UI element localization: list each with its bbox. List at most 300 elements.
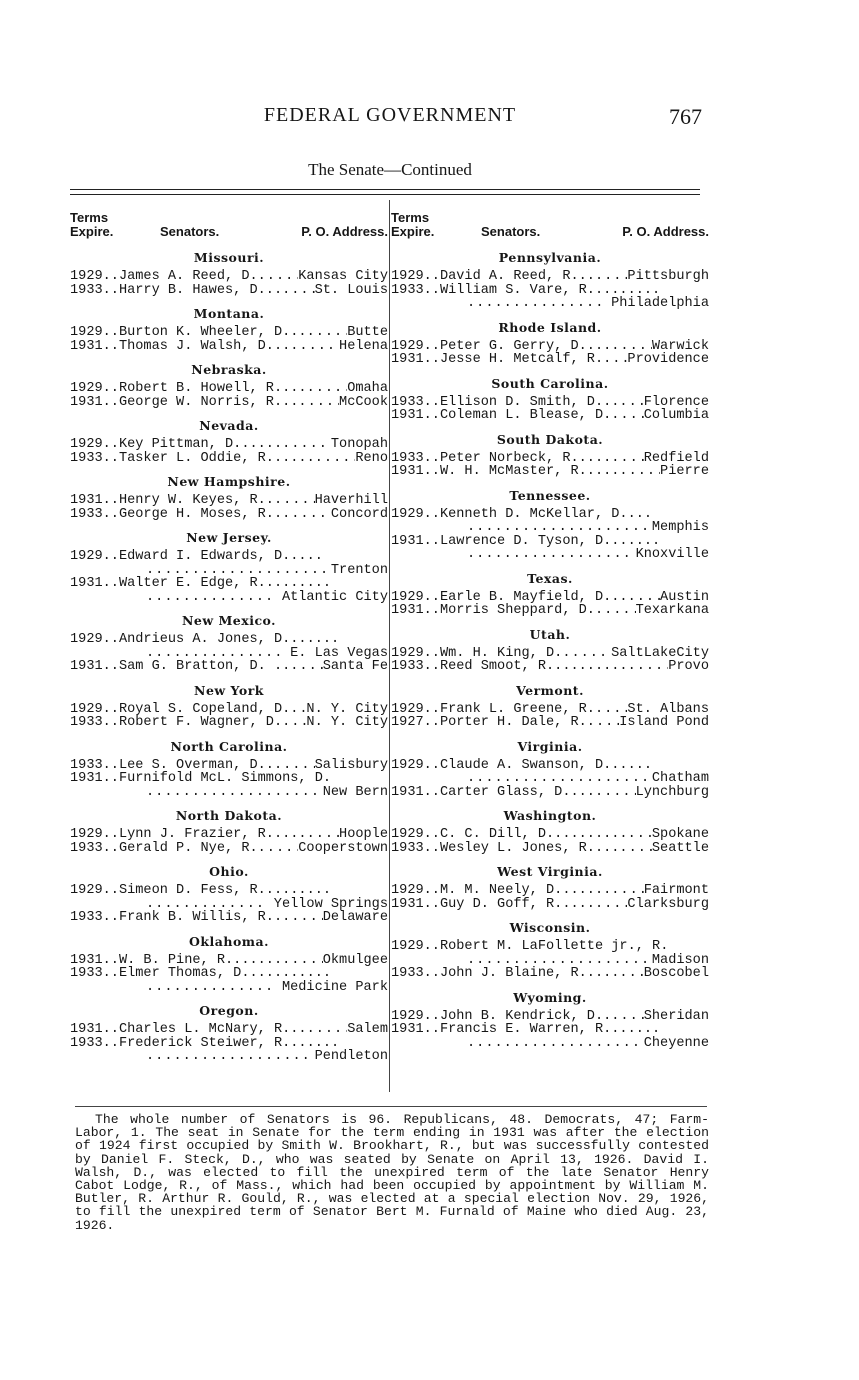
senator-name: Burton K. Wheeler, D... <box>118 325 307 340</box>
address-continuation <box>391 954 709 968</box>
po-address: Columbia <box>643 408 709 423</box>
term-expire: 1933.. <box>70 506 119 522</box>
state-heading: Wisconsin. <box>509 920 591 935</box>
left-column <box>70 211 388 1064</box>
senator-name: Royal S. Copeland, D. <box>118 701 291 717</box>
senator-row <box>70 284 388 298</box>
term-expire: 1933.. <box>70 282 119 298</box>
dot-leader <box>282 954 323 968</box>
dot-leader <box>562 647 611 661</box>
senator-name: Simeon D. Fess, R......... <box>118 883 332 898</box>
address-continuation <box>70 564 388 578</box>
senator-row <box>391 284 709 298</box>
term-expire: 1931.. <box>391 533 440 549</box>
state-heading: Texas. <box>527 570 573 586</box>
top-rule-double <box>70 194 700 195</box>
address-continuation <box>70 647 388 661</box>
senator-name: Peter G. Gerry, D.... <box>439 338 612 354</box>
po-address: Hoople <box>339 827 388 842</box>
senator-row <box>70 452 388 466</box>
term-expire: 1929.. <box>70 437 119 452</box>
senator-name: W. B. Pine, R....... <box>118 952 283 968</box>
dot-leader <box>274 494 315 508</box>
term-expire: 1931.. <box>70 493 119 508</box>
po-address: Austin <box>660 589 709 605</box>
po-address: Philadelphia <box>611 296 709 311</box>
state-block <box>70 251 388 297</box>
state-block <box>391 865 709 911</box>
senator-row <box>391 591 709 605</box>
state-block <box>70 363 388 409</box>
po-address: Madison <box>651 952 709 968</box>
term-expire: 1931.. <box>391 784 440 800</box>
senator-row <box>391 353 709 367</box>
term-expire: 1929.. <box>391 827 440 842</box>
dot-leader <box>146 647 284 661</box>
dot-leader <box>467 297 605 311</box>
senator-row <box>391 967 709 981</box>
header-expire: Expire. <box>391 224 435 239</box>
state-heading: New Jersey. <box>186 530 272 545</box>
dot-leader <box>307 1023 348 1037</box>
senator-row <box>391 828 709 842</box>
term-expire: 1929.. <box>391 1008 440 1024</box>
senator-row <box>391 703 709 717</box>
po-address: Helena <box>339 338 388 354</box>
po-address: Cooperstown <box>298 840 388 856</box>
left-column-body <box>70 251 388 1064</box>
po-address: Trenton <box>330 562 388 578</box>
state-heading: Utah. <box>529 626 571 642</box>
term-expire: 1929.. <box>70 827 119 842</box>
term-expire: 1933.. <box>391 966 440 981</box>
senator-row <box>70 577 388 591</box>
dot-leader <box>467 772 646 786</box>
dot-leader <box>603 353 627 367</box>
state-block <box>70 1004 388 1064</box>
senator-name: Sam G. Bratton, D. .. <box>118 659 291 674</box>
senator-name: Lee S. Overman, D.. <box>118 757 274 773</box>
senator-name: John J. Blaine, R..... <box>439 966 620 981</box>
po-address: Tonopah <box>330 437 388 452</box>
state-block <box>391 684 709 730</box>
senator-row <box>70 1037 388 1051</box>
senator-row <box>391 1023 709 1037</box>
senator-row <box>70 660 388 674</box>
po-address: New Bern <box>322 784 388 800</box>
state-block <box>391 572 709 618</box>
po-address: Clarksburg <box>627 896 709 912</box>
section-title: The Senate—Continued <box>308 160 472 179</box>
term-expire: 1929.. <box>70 701 119 717</box>
po-address: Fairmont <box>643 883 709 898</box>
senator-row <box>391 898 709 912</box>
po-address: Knoxville <box>635 547 709 562</box>
senator-name: George W. Norris, R... <box>118 394 299 410</box>
senator-row <box>70 954 388 968</box>
dot-leader <box>307 382 348 396</box>
dot-leader <box>258 842 299 856</box>
senator-name: Carter Glass, D.... <box>439 784 595 800</box>
dot-leader <box>146 898 268 912</box>
po-address: Memphis <box>651 520 709 535</box>
term-expire: 1931.. <box>391 352 440 367</box>
dot-leader <box>282 438 331 452</box>
address-continuation <box>391 772 709 786</box>
term-expire: 1931.. <box>70 1022 119 1037</box>
term-expire: 1931.. <box>70 771 119 786</box>
senator-row <box>391 340 709 354</box>
dot-leader <box>290 340 339 354</box>
term-expire: 1931.. <box>70 338 119 354</box>
dot-leader <box>467 548 630 562</box>
senator-name: David A. Reed, R... <box>439 269 595 284</box>
dot-leader <box>146 1050 309 1064</box>
po-address: McCook <box>339 394 388 410</box>
po-address: Lynchburg <box>635 784 709 800</box>
senator-row <box>391 396 709 410</box>
senator-name: Ellison D. Smith, D... <box>439 394 620 410</box>
state-heading: Oregon. <box>199 1003 259 1018</box>
right-column-header <box>391 211 709 241</box>
state-heading: South Dakota. <box>496 431 604 447</box>
term-expire: 1929.. <box>70 883 119 898</box>
state-heading: North Dakota. <box>175 808 283 823</box>
senator-row <box>70 396 388 410</box>
senator-row <box>391 884 709 898</box>
po-address: Haverhill <box>314 493 388 508</box>
senator-row <box>70 842 388 856</box>
dot-leader <box>587 716 619 730</box>
po-address: Providence <box>627 352 709 367</box>
dot-leader <box>258 270 299 284</box>
senator-row <box>391 1010 709 1024</box>
state-heading: Virginia. <box>517 738 583 754</box>
senator-name: Thomas J. Walsh, D... <box>118 338 291 354</box>
term-expire: 1931.. <box>391 1022 440 1037</box>
senator-name: Robert F. Wagner, D. <box>118 715 283 730</box>
senator-row <box>391 940 709 954</box>
senator-name: Furnifold McL. Simmons, D. <box>118 771 332 786</box>
state-heading: Missouri. <box>193 250 265 265</box>
term-expire: 1929.. <box>391 645 440 661</box>
header-senators: Senators. <box>160 224 220 239</box>
senator-name: Frank B. Willis, R.. <box>118 910 283 925</box>
state-heading: West Virginia. <box>497 864 603 879</box>
senator-name: Coleman L. Blease, D. <box>439 408 612 423</box>
top-rule <box>70 189 700 190</box>
senator-name: Henry W. Keyes, R.. <box>118 493 274 508</box>
term-expire: 1933.. <box>391 450 440 466</box>
dot-leader <box>619 842 651 856</box>
po-address: Island Pond <box>619 715 709 730</box>
state-block <box>391 433 709 479</box>
senator-name: Kenneth D. McKellar, D.... <box>439 506 653 522</box>
senator-row <box>70 438 388 452</box>
senator-name: Francis E. Warren, R....... <box>439 1022 661 1037</box>
senator-row <box>391 660 709 674</box>
address-continuation <box>391 548 709 562</box>
state-block <box>391 809 709 855</box>
state-heading: Pennsylvania. <box>498 250 602 265</box>
senator-name: C. C. Dill, D.......... <box>439 827 628 842</box>
state-heading: Nevada. <box>199 418 259 433</box>
term-expire: 1931.. <box>391 603 440 618</box>
state-block <box>70 684 388 730</box>
state-block <box>391 740 709 800</box>
header-address: P. O. Address. <box>301 224 388 239</box>
column-divider <box>389 200 390 1092</box>
dot-leader <box>619 967 643 981</box>
term-expire: 1933.. <box>391 394 440 410</box>
senator-row <box>70 884 388 898</box>
dot-leader <box>146 564 325 578</box>
senator-row <box>70 326 388 340</box>
po-address: SaltLakeCity <box>611 645 709 661</box>
senator-row <box>70 508 388 522</box>
senator-name: Guy D. Goff, R..... <box>439 896 595 912</box>
term-expire: 1931.. <box>70 394 119 410</box>
senator-name: W. H. McMaster, R..... <box>439 464 620 479</box>
term-expire: 1933.. <box>70 1035 119 1051</box>
senator-row <box>391 604 709 618</box>
senator-name: Lynn J. Frazier, R..... <box>118 827 307 842</box>
po-address: Salisbury <box>314 757 388 773</box>
term-expire: 1929.. <box>70 269 119 284</box>
senator-name: Frank L. Greene, R. <box>439 701 595 717</box>
senator-row <box>391 647 709 661</box>
term-expire: 1933.. <box>70 966 119 981</box>
state-block <box>70 475 388 521</box>
senator-name: George H. Moses, R.. <box>118 506 283 522</box>
dot-leader <box>628 828 652 842</box>
state-heading: Wyoming. <box>513 989 587 1005</box>
senator-row <box>70 633 388 647</box>
senator-row <box>391 508 709 522</box>
page-number: 767 <box>669 104 702 129</box>
dot-leader <box>307 828 339 842</box>
right-column-body <box>391 251 709 1050</box>
dot-leader <box>611 1010 643 1024</box>
term-expire: 1929.. <box>391 269 440 284</box>
term-expire: 1931.. <box>70 576 119 591</box>
senator-row <box>70 340 388 354</box>
right-column <box>391 211 709 1050</box>
dot-leader <box>628 591 660 605</box>
dot-leader <box>595 703 627 717</box>
senator-name: M. M. Neely, D....... <box>439 883 612 898</box>
po-address: Sheridan <box>643 1008 709 1024</box>
address-continuation <box>391 1037 709 1051</box>
term-expire: 1929.. <box>70 632 119 647</box>
term-expire: 1931.. <box>391 896 440 912</box>
state-heading: Tennessee. <box>509 487 591 503</box>
dot-leader <box>611 884 643 898</box>
term-expire: 1931.. <box>391 408 440 423</box>
senator-name: Porter H. Dale, R. <box>439 715 587 730</box>
senator-name: William S. Vare, R......... <box>439 282 661 298</box>
senator-row <box>70 967 388 981</box>
po-address: N. Y. City <box>306 715 388 730</box>
senator-name: Lawrence D. Tyson, D....... <box>439 533 661 549</box>
header-terms: Terms <box>391 210 430 225</box>
senator-name: Andrieus A. Jones, D....... <box>118 632 340 647</box>
po-address: Florence <box>643 394 709 410</box>
state-heading: New Mexico. <box>181 613 277 628</box>
state-block <box>70 740 388 800</box>
address-continuation <box>391 297 709 311</box>
state-block <box>391 377 709 423</box>
po-address: Delaware <box>322 910 388 925</box>
po-address: Spokane <box>651 827 709 842</box>
po-address: Salem <box>347 1022 388 1037</box>
senator-row <box>70 716 388 730</box>
po-address: Medicine Park <box>281 979 388 995</box>
state-heading: South Carolina. <box>491 375 609 391</box>
running-title: FEDERAL GOVERNMENT <box>263 104 517 126</box>
dot-leader <box>467 1037 638 1051</box>
state-block <box>391 921 709 981</box>
dot-leader <box>467 954 646 968</box>
senator-row <box>70 494 388 508</box>
senator-name: Robert B. Howell, R.... <box>118 381 307 396</box>
address-continuation <box>391 521 709 535</box>
senator-row <box>70 828 388 842</box>
dot-leader <box>595 898 627 912</box>
dot-leader <box>619 465 660 479</box>
footnote: The whole number of Senators is 96. Republicans, 48. Democrats, 47; Farm-Labor, 1. The seat in Senate for the term ending in 1931 was after the election of 1924 first occupied by Smith W. Brookhart, R., but was successfully contested by Daniel F. Steck, D., who was seated by Senate on April 13, 1926. David I. Walsh, D., was elected to fill the unexpired term of the late Senator Henry Cabot Lodge, R., of Mass., which had been occupied by appointment by William M. Butler, R. Arthur R. Gould, R., was elected at a special election Nov. 29, 1926, to fill the unexpired term of Senator Bert M. Furnald of Maine who died Aug. 23, 1926. <box>75 1112 709 1233</box>
footnote-rule <box>75 1106 707 1107</box>
dot-leader <box>282 508 331 522</box>
senator-row <box>391 716 709 730</box>
dot-leader <box>611 340 652 354</box>
senator-name: Wm. H. King, D. <box>439 645 563 661</box>
senator-row <box>391 465 709 479</box>
senator-name: John B. Kendrick, D.. <box>439 1008 612 1024</box>
state-block <box>70 531 388 604</box>
state-block <box>391 251 709 311</box>
senator-row <box>70 550 388 564</box>
state-block <box>70 419 388 465</box>
dot-leader <box>611 452 643 466</box>
dot-leader <box>595 270 627 284</box>
state-heading: Washington. <box>503 808 597 823</box>
dot-leader <box>146 591 276 605</box>
senator-name: Jesse H. Metcalf, R. <box>439 352 604 367</box>
po-address: Cheyenne <box>643 1035 709 1051</box>
state-block <box>391 991 709 1051</box>
po-address: Pendleton <box>314 1049 388 1064</box>
state-heading: North Carolina. <box>170 738 288 754</box>
senator-name: Peter Norbeck, R..... <box>439 450 612 466</box>
dot-leader <box>611 409 643 423</box>
running-head <box>70 104 710 132</box>
term-expire: 1933.. <box>70 715 119 730</box>
senator-row <box>70 703 388 717</box>
term-expire: 1931.. <box>391 464 440 479</box>
term-expire: 1929.. <box>70 325 119 340</box>
senator-row <box>70 270 388 284</box>
state-heading: Oklahoma. <box>188 933 269 949</box>
dot-leader <box>298 396 339 410</box>
senator-name: Harry B. Hawes, D... <box>118 282 283 298</box>
term-expire: 1933.. <box>70 840 119 856</box>
senator-name: Reed Smoot, R.......... <box>439 659 628 674</box>
senator-name: Frederick Steiwer, R....... <box>118 1035 340 1051</box>
senator-row <box>70 1023 388 1037</box>
header-senators: Senators. <box>481 224 541 239</box>
term-expire: 1931.. <box>70 952 119 968</box>
state-block <box>70 865 388 925</box>
po-address: Atlantic City <box>281 589 388 605</box>
dot-leader <box>467 521 646 535</box>
state-block <box>70 809 388 855</box>
po-address: Kansas City <box>298 269 388 284</box>
state-heading: Montana. <box>193 306 265 321</box>
address-continuation <box>70 898 388 912</box>
po-address: St. Louis <box>314 282 388 298</box>
senator-name: Wesley L. Jones, R.... <box>439 840 620 856</box>
header-terms: Terms <box>70 210 109 225</box>
senator-name: Charles L. McNary, R... <box>118 1022 307 1037</box>
senator-row <box>391 842 709 856</box>
senator-name: Morris Sheppard, D. <box>439 603 595 618</box>
term-expire: 1933.. <box>391 282 440 298</box>
term-expire: 1931.. <box>70 659 119 674</box>
dot-leader <box>290 703 306 717</box>
senator-name: Edward I. Edwards, D..... <box>118 549 323 564</box>
dot-leader <box>315 452 356 466</box>
senator-row <box>70 772 388 786</box>
state-heading: New Hampshire. <box>167 474 291 489</box>
senator-name: Walter E. Edge, R......... <box>118 576 332 591</box>
address-continuation <box>70 591 388 605</box>
po-address: Seattle <box>651 840 709 856</box>
term-expire: 1929.. <box>391 701 440 717</box>
po-address: Okmulgee <box>322 952 388 968</box>
state-heading: Ohio. <box>209 864 249 879</box>
dot-leader <box>274 759 315 773</box>
senator-name: Robert M. LaFollette jr., R. <box>439 939 669 954</box>
header-address: P. O. Address. <box>622 224 709 239</box>
term-expire: 1933.. <box>391 840 440 856</box>
dot-leader <box>307 326 348 340</box>
dot-leader <box>146 786 317 800</box>
term-expire: 1929.. <box>70 381 119 396</box>
dot-leader <box>595 604 636 618</box>
po-address: Reno <box>355 450 388 466</box>
term-expire: 1933.. <box>70 757 119 773</box>
po-address: N. Y. City <box>306 701 388 717</box>
senator-row <box>391 452 709 466</box>
senator-name: Key Pittman, D...... <box>118 437 283 452</box>
senator-name: Claude A. Swanson, D...... <box>439 757 653 773</box>
senator-name: Earle B. Mayfield, D... <box>439 589 628 605</box>
senator-row <box>391 409 709 423</box>
term-expire: 1929.. <box>391 589 440 605</box>
term-expire: 1929.. <box>391 506 440 522</box>
term-expire: 1927.. <box>391 715 440 730</box>
term-expire: 1929.. <box>391 939 440 954</box>
term-expire: 1929.. <box>70 549 119 564</box>
senator-row <box>70 759 388 773</box>
senator-row <box>391 759 709 773</box>
address-continuation <box>70 786 388 800</box>
dot-leader <box>282 911 323 925</box>
po-address: Chatham <box>651 771 709 786</box>
state-block <box>391 489 709 562</box>
po-address: Pittsburgh <box>627 269 709 284</box>
